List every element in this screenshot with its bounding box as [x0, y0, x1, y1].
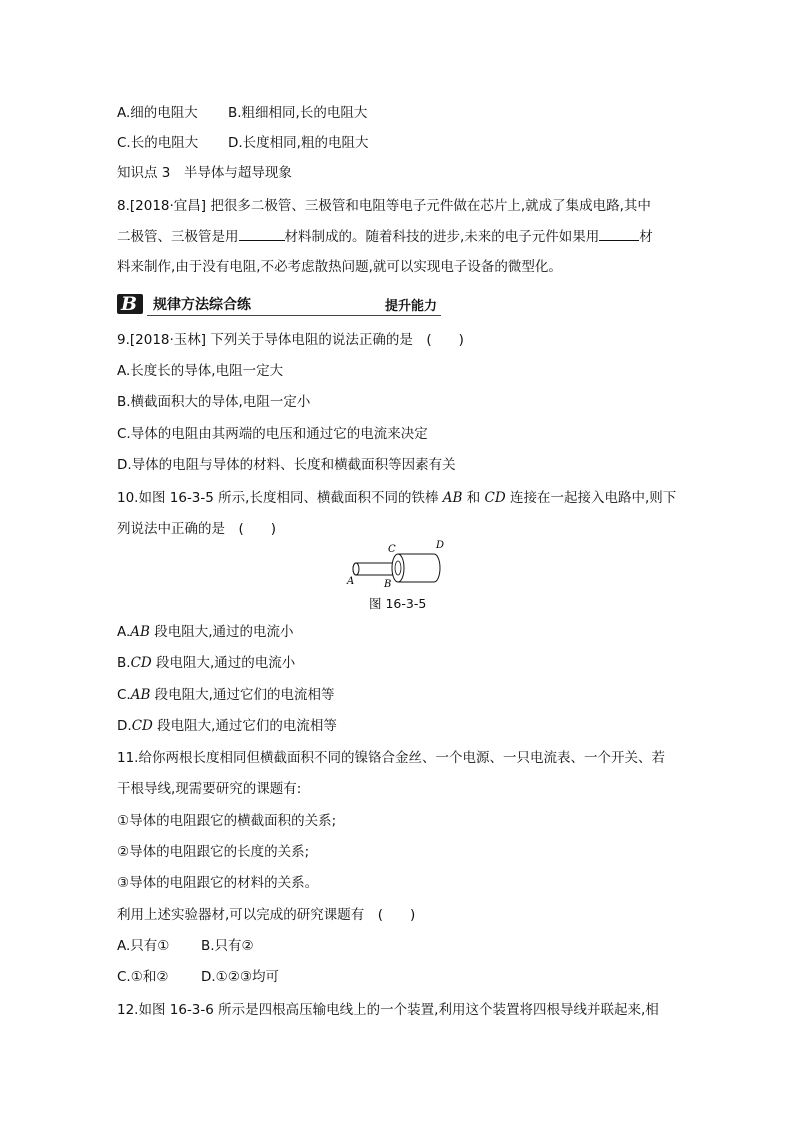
- label-b: B: [384, 579, 392, 588]
- q11-line2: 干根导线,现需要研究的课题有:: [117, 781, 302, 797]
- rod-ab-label: AB: [442, 490, 463, 506]
- q7-option-a: A.细的电阻大: [117, 105, 198, 121]
- q11-topic-2: ②导体的电阻跟它的长度的关系;: [117, 844, 310, 860]
- q10-line2: 列说法中正确的是 ( ): [117, 521, 277, 537]
- q7-options-row1: [117, 104, 367, 122]
- q11-option-c: C.①和②: [117, 969, 169, 985]
- label-c: C: [388, 544, 396, 555]
- section-badge: B: [117, 294, 143, 314]
- q11-option-b: B.只有②: [201, 938, 254, 954]
- q10-option-b: B.CD 段电阻大,通过的电流小: [117, 655, 296, 671]
- label-d: D: [436, 540, 445, 551]
- q8-line2: [117, 227, 653, 246]
- section-right-label: 提升能力: [384, 299, 437, 314]
- q11-options-row1: [117, 937, 254, 955]
- q9-option-d: D.导体的电阻与导体的材料、长度和横截面积等因素有关: [117, 457, 456, 473]
- q9-option-b: B.横截面积大的导体,电阻一定小: [117, 394, 311, 410]
- rods-diagram: [340, 538, 450, 588]
- rod-cd-label: CD: [484, 490, 506, 506]
- q8-blank-1: [239, 227, 285, 241]
- q9-option-c: C.导体的电阻由其两端的电压和通过它的电流来决定: [117, 426, 428, 442]
- q7-option-d: D.长度相同,粗的电阻大: [228, 135, 369, 151]
- q7-option-b: B.粗细相同,长的电阻大: [228, 105, 368, 121]
- knowledge-point-3: 知识点 3 半导体与超导现象: [117, 165, 292, 181]
- q8-line2a: 二极管、三极管是用: [117, 229, 239, 245]
- q8-line2c: 材: [639, 229, 653, 245]
- q10-option-c: C.AB 段电阻大,通过它们的电流相等: [117, 687, 335, 703]
- q8-line3: 料来制作,由于没有电阻,不必考虑散热问题,就可以实现电子设备的微型化。: [117, 259, 562, 275]
- q8-line2b: 材料制成的。随着科技的进步,未来的电子元件如果用: [284, 229, 600, 245]
- q10-line1: 10.如图 16-3-5 所示,长度相同、横截面积不同的铁棒 AB 和 CD 连接在一起接入电路中,则下: [117, 490, 677, 506]
- q11-topic-1: ①导体的电阻跟它的横截面积的关系;: [117, 813, 337, 829]
- q11-option-a: A.只有①: [117, 938, 170, 954]
- q7-options-row2: [117, 134, 368, 152]
- q11-topic-3: ③导体的电阻跟它的材料的关系。: [117, 875, 319, 891]
- figure-caption: 图 16-3-5: [369, 596, 427, 611]
- section-banner: [117, 293, 441, 317]
- q12-line1: 12.如图 16-3-6 所示是四根高压输电线上的一个装置,利用这个装置将四根导线并联起来,相: [117, 1002, 659, 1018]
- q11-line1: 11.给你两根长度相同但横截面积不同的镍铬合金丝、一个电源、一只电流表、一个开关、若: [117, 750, 665, 766]
- thick-rod-face: [392, 554, 404, 582]
- q10-option-a: A.AB 段电阻大,通过的电流小: [117, 624, 294, 640]
- figure-16-3-5: [340, 538, 450, 588]
- label-a: A: [347, 576, 355, 587]
- q8-blank-2: [599, 227, 639, 241]
- q8-line1: 8.[2018·宜昌] 把很多二极管、三极管和电阻等电子元件做在芯片上,就成了集成电路,其中: [117, 198, 651, 214]
- thin-rod-end: [353, 563, 359, 575]
- q11-option-d: D.①②③均可: [201, 969, 279, 985]
- q9-stem: 9.[2018·玉林] 下列关于导体电阻的说法正确的是 ( ): [117, 332, 464, 348]
- q7-option-c: C.长的电阻大: [117, 135, 199, 151]
- q10-option-d: D.CD 段电阻大,通过它们的电流相等: [117, 718, 337, 734]
- q11-stem: 利用上述实验器材,可以完成的研究课题有 ( ): [117, 907, 416, 923]
- section-title: 规律方法综合练: [153, 297, 251, 313]
- q11-options-row2: [117, 968, 279, 986]
- section-rule: [147, 315, 441, 316]
- q9-option-a: A.长度长的导体,电阻一定大: [117, 363, 284, 379]
